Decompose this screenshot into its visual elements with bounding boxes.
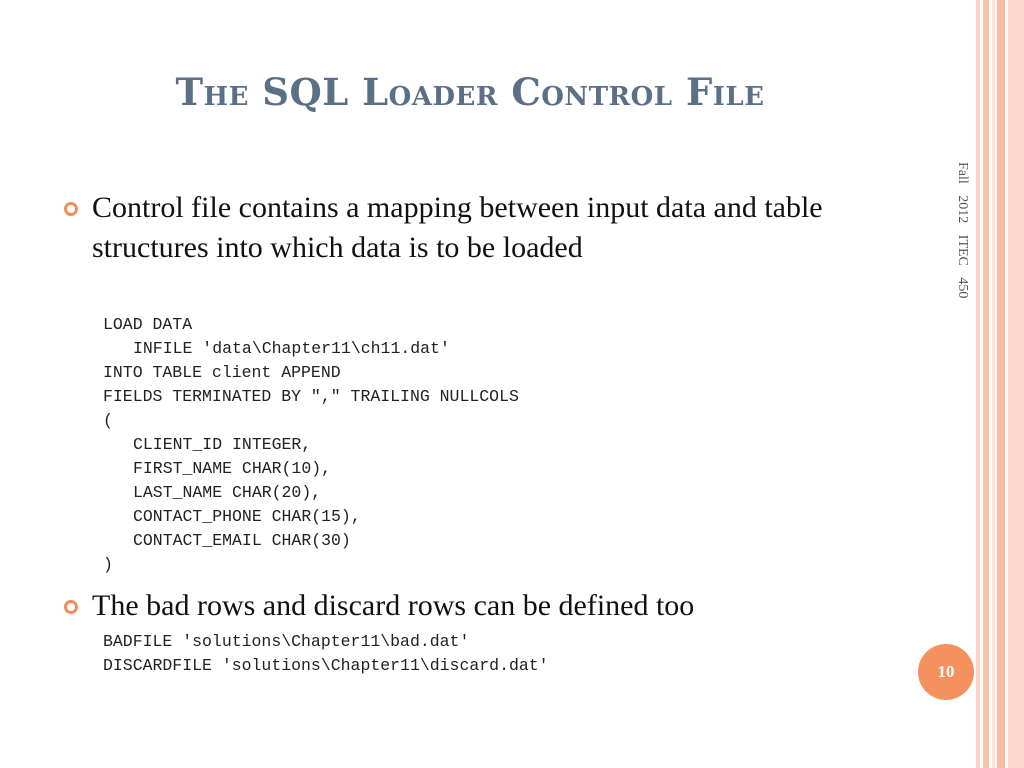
bullet-item [64,586,884,626]
code-line: BADFILE 'solutions\Chapter11\bad.dat' [103,632,470,651]
bullet-item [64,188,884,268]
code-line: DISCARDFILE 'solutions\Chapter11\discard.dat' [103,656,549,675]
bullet-text: The bad rows and discard rows can be defined too [92,589,695,622]
decorative-border-strip [976,0,980,768]
decorative-border-strip [992,0,995,768]
code-block-control-file [103,313,519,577]
side-footer-label: Fall 2012 ITEC 450 [955,162,970,299]
code-line: FIRST_NAME CHAR(10), [133,459,332,478]
code-line: LOAD DATA [103,315,193,334]
code-line: INFILE 'data\Chapter11\ch11.dat' [133,339,450,358]
code-block-bad-discard [103,630,549,678]
decorative-border-strip [983,0,989,768]
code-line: ) [103,555,113,574]
code-line: CONTACT_PHONE CHAR(15), [133,507,361,526]
circle-bullet-icon [64,600,78,614]
decorative-border-strip [1008,0,1024,768]
bullet-text: Control file contains a mapping between input data and table structures into which data is to be loaded [92,191,823,264]
page-number-badge: 10 [918,644,974,700]
code-line: CONTACT_EMAIL CHAR(30) [133,531,351,550]
slide-title: The SQL Loader Control File [175,70,765,114]
circle-bullet-icon [64,202,78,216]
decorative-border-strip [997,0,1005,768]
code-line: INTO TABLE client APPEND [103,363,341,382]
code-line: LAST_NAME CHAR(20), [133,483,322,502]
code-line: FIELDS TERMINATED BY "," TRAILING NULLCOLS [103,387,519,406]
code-line: CLIENT_ID INTEGER, [133,435,312,454]
code-line: ( [103,411,113,430]
